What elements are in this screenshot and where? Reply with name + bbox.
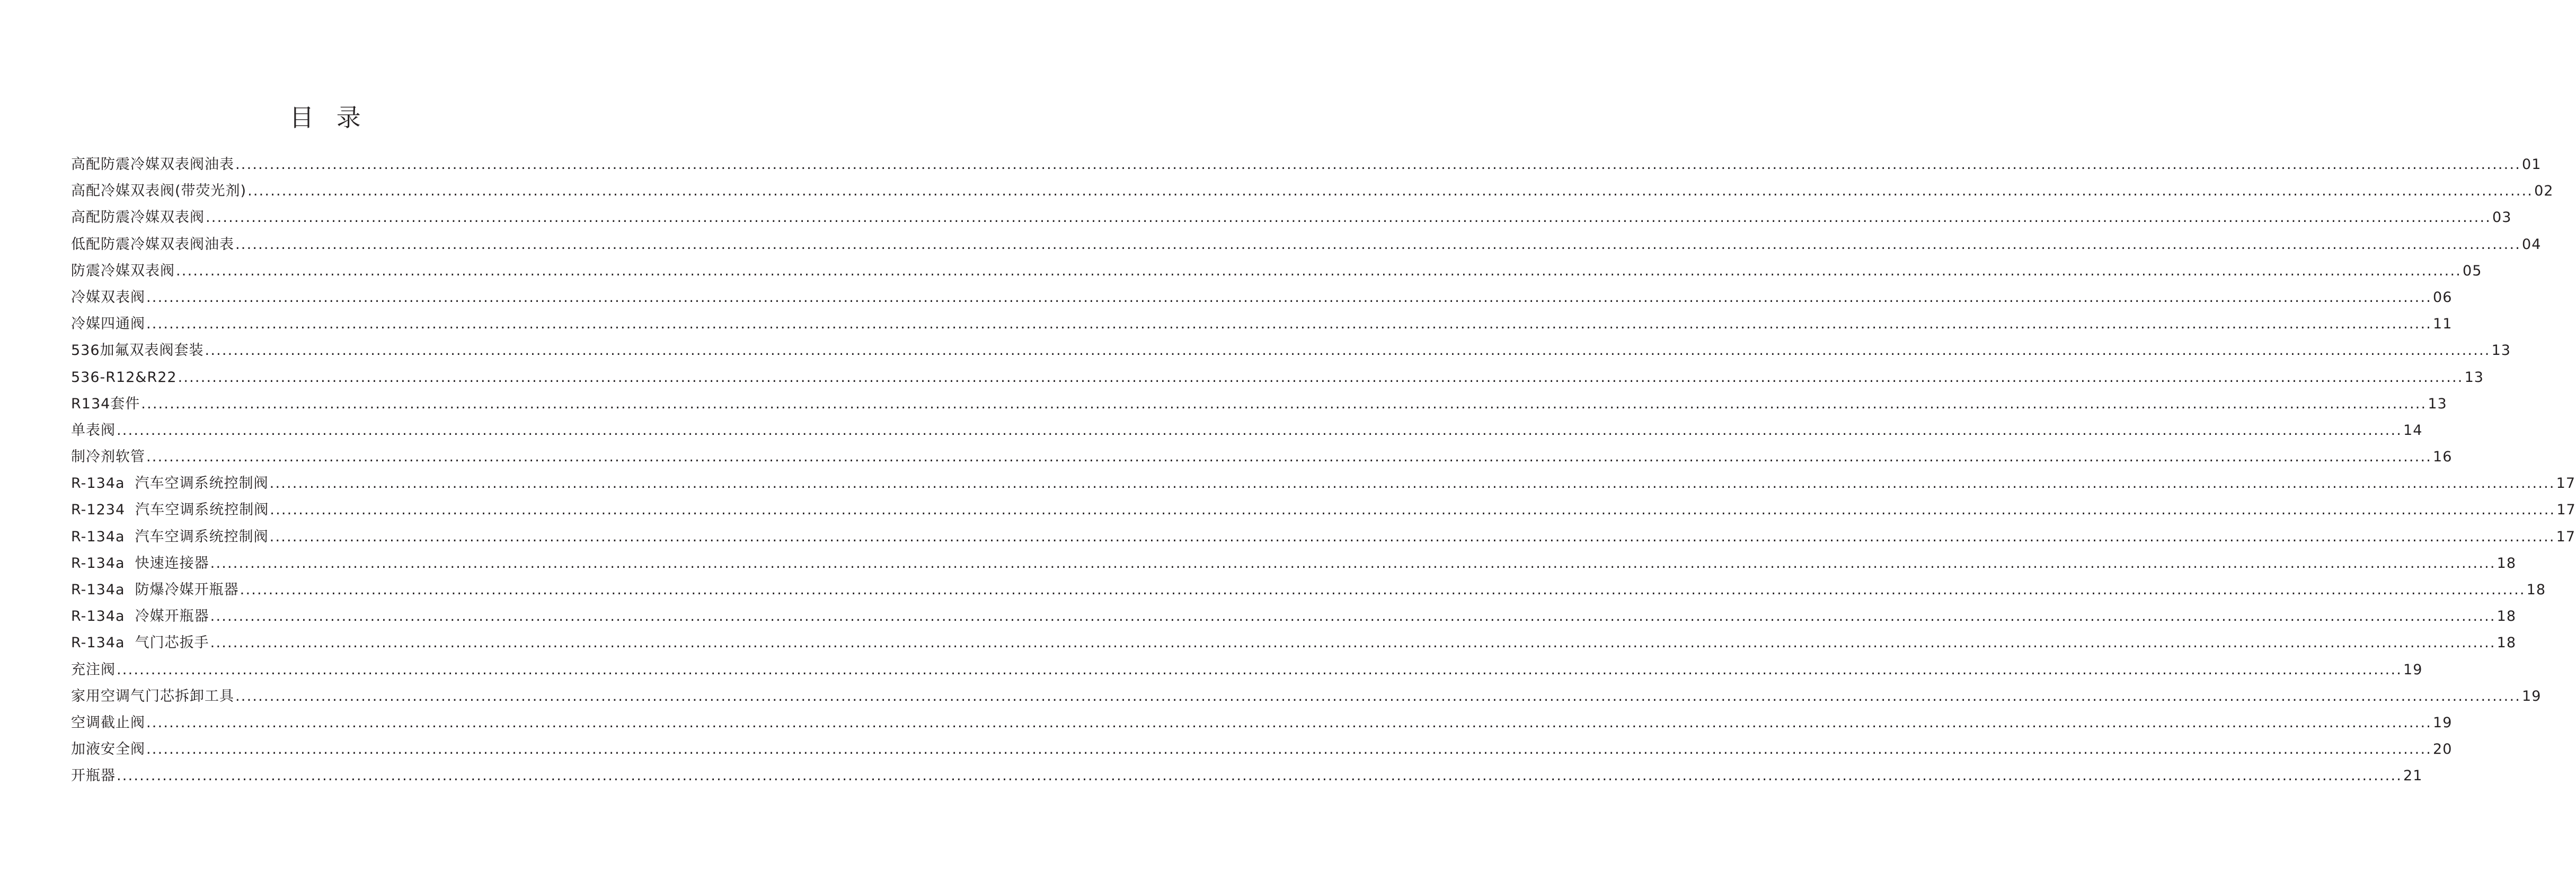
toc-entry-title: R-134a 冷媒开瓶器: [71, 608, 209, 625]
toc-entry-page-number: 17: [2556, 502, 2576, 519]
dot-leader: ................................................................................................................................................................................................................................................................................................................................................................................................................: [235, 688, 2521, 704]
toc-entry-page-number: 18: [2526, 582, 2546, 598]
dot-leader: ................................................................................................................................................................................................................................................................................................................................................................................................................: [146, 449, 2432, 466]
toc-entry-page-number: 11: [2433, 316, 2453, 333]
toc-entry-title: 冷媒双表阀: [71, 289, 145, 306]
toc-entry[interactable]: [71, 577, 2546, 603]
dot-leader: ................................................................................................................................................................................................................................................................................................................................................................................................................: [210, 608, 2496, 625]
dot-leader: ................................................................................................................................................................................................................................................................................................................................................................................................................: [141, 395, 2427, 412]
toc-entry-page-number: 01: [2522, 156, 2542, 173]
toc-entry[interactable]: [71, 364, 2484, 391]
toc-entry-title: R-1234 汽车空调系统控制阀: [71, 502, 269, 519]
toc-entry-page-number: 14: [2403, 422, 2423, 439]
toc-entry-page-number: 18: [2497, 635, 2517, 652]
toc-entry[interactable]: [71, 603, 2517, 630]
dot-leader: ................................................................................................................................................................................................................................................................................................................................................................................................................: [210, 635, 2496, 652]
toc-entry-title: 高配防震冷媒双表阀: [71, 209, 205, 226]
dot-leader: ................................................................................................................................................................................................................................................................................................................................................................................................................: [117, 422, 2403, 439]
toc-entry[interactable]: [71, 630, 2517, 656]
toc-entry[interactable]: [71, 311, 2453, 337]
toc-entry-page-number: 03: [2492, 209, 2512, 226]
toc-entry[interactable]: [71, 444, 2453, 470]
toc-entry-title: 536-R12&R22: [71, 369, 177, 386]
toc-entry[interactable]: [71, 151, 2542, 178]
toc-entry[interactable]: [71, 284, 2453, 311]
toc-entry-title: R-134a 汽车空调系统控制阀: [71, 475, 269, 492]
toc-entry-title: R-134a 快速连接器: [71, 555, 209, 572]
toc-entry-page-number: 13: [2464, 369, 2484, 386]
toc-entry[interactable]: [71, 657, 2423, 683]
toc-entry-page-number: 02: [2534, 183, 2554, 200]
toc-entry-page-number: 13: [2491, 342, 2511, 359]
dot-leader: ................................................................................................................................................................................................................................................................................................................................................................................................................: [269, 475, 2555, 492]
toc-entry[interactable]: [71, 231, 2542, 258]
toc-entry-title: 低配防震冷媒双表阀油表: [71, 236, 234, 253]
toc-entry[interactable]: [71, 417, 2423, 444]
dot-leader: ................................................................................................................................................................................................................................................................................................................................................................................................................: [146, 289, 2432, 306]
toc-entry-title: 536加氟双表阀套装: [71, 342, 204, 359]
toc-entry-title: R-134a 汽车空调系统控制阀: [71, 528, 269, 545]
toc-entry[interactable]: [71, 710, 2453, 736]
toc-entry-page-number: 13: [2428, 395, 2447, 412]
toc-entry-page-number: 17: [2556, 528, 2576, 545]
toc-entry-page-number: 05: [2463, 262, 2482, 279]
toc-entry-page-number: 20: [2433, 741, 2453, 758]
toc-entry-title: 制冷剂软管: [71, 449, 145, 466]
dot-leader: ................................................................................................................................................................................................................................................................................................................................................................................................................: [235, 156, 2521, 173]
dot-leader: ................................................................................................................................................................................................................................................................................................................................................................................................................: [146, 316, 2432, 333]
toc-entry-page-number: 06: [2433, 289, 2453, 306]
dot-leader: ................................................................................................................................................................................................................................................................................................................................................................................................................: [247, 183, 2534, 200]
toc-entry[interactable]: [71, 178, 2554, 204]
toc-entry-page-number: 19: [2403, 661, 2423, 678]
dot-leader: ................................................................................................................................................................................................................................................................................................................................................................................................................: [240, 582, 2526, 598]
dot-leader: ................................................................................................................................................................................................................................................................................................................................................................................................................: [146, 714, 2432, 731]
toc-entry-title: 开瓶器: [71, 768, 116, 784]
toc-entry[interactable]: [71, 337, 2511, 364]
toc-entry-title: 空调截止阀: [71, 714, 145, 731]
dot-leader: ................................................................................................................................................................................................................................................................................................................................................................................................................: [206, 209, 2492, 226]
dot-leader: ................................................................................................................................................................................................................................................................................................................................................................................................................: [176, 262, 2462, 279]
toc-entry[interactable]: [71, 736, 2453, 763]
toc-entry-page-number: 16: [2433, 449, 2453, 466]
toc-entry-title: 高配防震冷媒双表阀油表: [71, 156, 234, 173]
dot-leader: ................................................................................................................................................................................................................................................................................................................................................................................................................: [270, 502, 2556, 519]
dot-leader: ................................................................................................................................................................................................................................................................................................................................................................................................................: [146, 741, 2432, 758]
toc-entry-page-number: 04: [2522, 236, 2542, 253]
toc-entry[interactable]: [71, 683, 2542, 710]
dot-leader: ................................................................................................................................................................................................................................................................................................................................................................................................................: [117, 661, 2403, 678]
toc-entry[interactable]: [71, 258, 2482, 284]
toc-entry[interactable]: [71, 497, 2576, 523]
toc-entry-title: 充注阀: [71, 661, 116, 678]
toc-entry-title: 加液安全阀: [71, 741, 145, 758]
toc-entry[interactable]: [71, 550, 2517, 577]
toc-entry[interactable]: [71, 524, 2576, 550]
toc-entry-title: 冷媒四通阀: [71, 316, 145, 333]
toc-entry[interactable]: [71, 391, 2447, 417]
dot-leader: ................................................................................................................................................................................................................................................................................................................................................................................................................: [235, 236, 2521, 253]
toc-entry-page-number: 21: [2403, 768, 2423, 784]
toc-entry[interactable]: [71, 204, 2512, 231]
toc-entry-page-number: 18: [2497, 555, 2517, 572]
page-title: 目 录: [289, 103, 368, 132]
toc-entry-page-number: 19: [2522, 688, 2542, 704]
dot-leader: ................................................................................................................................................................................................................................................................................................................................................................................................................: [205, 342, 2491, 359]
toc-entry-title: R-134a 气门芯扳手: [71, 635, 209, 652]
toc-entry-title: 单表阀: [71, 422, 116, 439]
table-of-contents: [71, 151, 2576, 790]
toc-entry-page-number: 18: [2497, 608, 2517, 625]
dot-leader: ................................................................................................................................................................................................................................................................................................................................................................................................................: [178, 369, 2464, 386]
toc-entry-page-number: 17: [2556, 475, 2576, 492]
toc-entry[interactable]: [71, 470, 2576, 497]
toc-entry-title: 家用空调气门芯拆卸工具: [71, 688, 234, 704]
dot-leader: ................................................................................................................................................................................................................................................................................................................................................................................................................: [210, 555, 2496, 572]
toc-entry-title: 高配冷媒双表阀(带荧光剂): [71, 183, 247, 200]
toc-entry[interactable]: [71, 763, 2423, 789]
toc-entry-title: R134套件: [71, 395, 140, 412]
toc-entry-page-number: 19: [2433, 714, 2453, 731]
toc-entry-title: R-134a 防爆冷媒开瓶器: [71, 582, 239, 598]
dot-leader: ................................................................................................................................................................................................................................................................................................................................................................................................................: [117, 768, 2403, 784]
toc-entry-title: 防震冷媒双表阀: [71, 262, 175, 279]
dot-leader: ................................................................................................................................................................................................................................................................................................................................................................................................................: [269, 528, 2555, 545]
